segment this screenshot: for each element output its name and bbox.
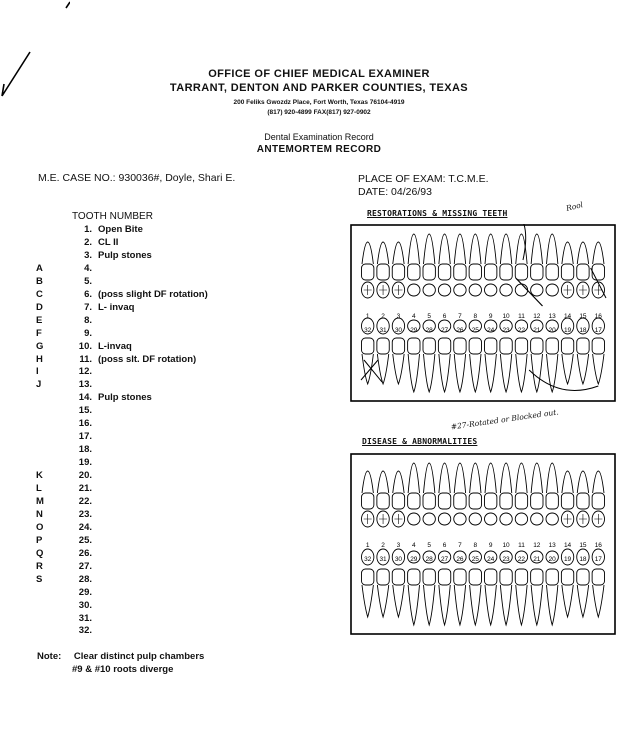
primary-tooth-letter: H [36, 353, 43, 365]
upper-tooth-occlusal [469, 513, 481, 525]
upper-tooth-number: 13 [548, 313, 556, 320]
tooth-number: 27. [78, 560, 92, 572]
lower-tooth-crown [408, 338, 420, 354]
upper-tooth-occlusal [408, 284, 420, 296]
upper-tooth-crown [423, 264, 435, 280]
upper-tooth-occlusal [469, 284, 481, 296]
chart-frame [351, 454, 615, 634]
upper-tooth-occlusal [423, 513, 435, 525]
upper-tooth-crown [577, 493, 589, 509]
tooth-number: 30. [78, 599, 92, 611]
lower-tooth-number: 23 [502, 327, 510, 334]
tooth-note: L-invaq [98, 340, 132, 352]
primary-tooth-letter: G [36, 340, 44, 352]
chart-frame [351, 225, 615, 401]
office-title: OFFICE OF CHIEF MEDICAL EXAMINER [208, 68, 430, 80]
upper-tooth-crown [485, 264, 497, 280]
lower-tooth-number: 25 [471, 556, 479, 563]
upper-tooth-number: 8 [473, 542, 478, 549]
upper-tooth-crown [423, 493, 435, 509]
upper-tooth-number: 14 [563, 313, 572, 320]
upper-tooth-crown [362, 493, 374, 509]
upper-tooth-number: 7 [458, 542, 462, 549]
upper-tooth-crown [392, 264, 404, 280]
tooth-number: 16. [78, 418, 92, 430]
lower-tooth-crown [408, 569, 420, 585]
tooth-number: 9. [84, 327, 92, 339]
lower-tooth-crown [577, 569, 589, 585]
upper-tooth-number: 12 [533, 313, 541, 320]
lower-tooth-crown [438, 569, 450, 585]
office-phone: (817) 920-4899 FAX(817) 927-0902 [267, 109, 371, 116]
upper-tooth-number: 2 [381, 542, 385, 549]
lower-tooth-crown [531, 569, 543, 585]
lower-tooth-number: 25 [471, 327, 479, 334]
upper-tooth-occlusal [546, 513, 558, 525]
upper-tooth-occlusal [531, 513, 543, 525]
tooth-number-heading: TOOTH NUMBER [72, 211, 153, 222]
counties-title: TARRANT, DENTON AND PARKER COUNTIES, TEXAS [169, 82, 469, 94]
tooth-number: 13. [78, 379, 92, 391]
upper-tooth-number: 2 [381, 313, 385, 320]
lower-tooth-number: 26 [456, 327, 464, 334]
lower-tooth-crown [392, 569, 404, 585]
upper-tooth-crown [577, 264, 589, 280]
tooth-note: (poss slt. DF rotation) [98, 353, 197, 365]
upper-tooth-occlusal [485, 513, 497, 525]
upper-tooth-crown [454, 493, 466, 509]
tooth-number: 8. [84, 314, 92, 326]
upper-tooth-number: 14 [563, 542, 572, 549]
upper-tooth-crown [515, 493, 527, 509]
tooth-number: 19. [78, 457, 92, 469]
lower-tooth-crown [454, 338, 466, 354]
upper-tooth-number: 10 [502, 313, 510, 320]
upper-tooth-number: 3 [396, 542, 401, 549]
upper-tooth-number: 10 [502, 542, 510, 549]
primary-tooth-letter: L [36, 483, 42, 494]
primary-tooth-letter: F [36, 327, 42, 339]
upper-tooth-occlusal [531, 284, 543, 296]
upper-tooth-crown [592, 493, 604, 509]
primary-tooth-letter: J [36, 379, 42, 391]
tooth-number: 6. [84, 288, 92, 300]
place-of-exam: PLACE OF EXAM: T.C.M.E. [358, 173, 489, 185]
lower-tooth-number: 21 [533, 556, 541, 563]
upper-tooth-crown [561, 264, 573, 280]
upper-tooth-number: 1 [365, 313, 370, 320]
lower-tooth-crown [485, 569, 497, 585]
upper-tooth-number: 12 [533, 542, 541, 549]
lower-tooth-crown [392, 338, 404, 354]
primary-tooth-letter: R [36, 560, 43, 572]
upper-tooth-crown [561, 493, 573, 509]
upper-tooth-crown [438, 493, 450, 509]
upper-tooth-occlusal [500, 513, 512, 525]
lower-tooth-crown [515, 569, 527, 585]
upper-tooth-crown [469, 493, 481, 509]
upper-tooth-number: 9 [488, 542, 493, 549]
upper-tooth-occlusal [454, 284, 466, 296]
upper-tooth-number: 15 [579, 313, 587, 320]
upper-tooth-crown [469, 264, 481, 280]
office-address: 200 Feliks Gwozdz Place, Fort Worth, Texas 76104-4919 [233, 99, 405, 106]
lower-tooth-crown [362, 569, 374, 585]
lower-tooth-crown [469, 569, 481, 585]
tooth-number: 20. [78, 470, 92, 482]
restorations-chart [350, 224, 616, 402]
lower-tooth-number: 17 [594, 556, 602, 563]
lower-tooth-crown [515, 338, 527, 354]
upper-tooth-occlusal [515, 284, 527, 296]
upper-tooth-number: 8 [473, 313, 478, 320]
tooth-number: 11. [79, 353, 92, 365]
primary-tooth-letter: N [36, 508, 43, 520]
tooth-number: 12. [78, 366, 92, 378]
lower-tooth-number: 20 [548, 556, 556, 563]
lower-tooth-crown [500, 569, 512, 585]
upper-tooth-crown [546, 264, 558, 280]
lower-tooth-number: 27 [440, 556, 449, 563]
note-text-1: Clear distinct pulp chambers [73, 651, 205, 662]
upper-tooth-number: 1 [365, 542, 370, 549]
upper-tooth-number: 7 [458, 313, 462, 320]
tooth-note: Pulp stones [98, 249, 152, 261]
lower-tooth-number: 20 [548, 327, 556, 334]
upper-tooth-number: 15 [579, 542, 587, 549]
upper-tooth-number: 4 [412, 313, 416, 320]
lower-tooth-number: 28 [425, 556, 433, 563]
upper-tooth-occlusal [515, 513, 527, 525]
tooth-number: 18. [78, 444, 92, 456]
upper-tooth-occlusal [438, 284, 450, 296]
tooth-number: 5. [84, 275, 92, 287]
lower-tooth-crown [546, 338, 558, 354]
tooth-note: Open Bite [98, 224, 143, 235]
lower-tooth-number: 19 [563, 327, 572, 334]
tooth-number: 24. [78, 521, 92, 533]
lower-tooth-number: 26 [456, 556, 464, 563]
tooth-note: Pulp stones [98, 392, 152, 404]
tooth-note: L- invaq [98, 301, 135, 313]
upper-tooth-crown [531, 264, 543, 280]
upper-tooth-crown [531, 493, 543, 509]
primary-tooth-letter: E [36, 314, 43, 326]
lower-tooth-number: 18 [579, 327, 587, 334]
lower-tooth-crown [577, 338, 589, 354]
upper-tooth-number: 16 [594, 542, 602, 549]
lower-tooth-crown [592, 569, 604, 585]
upper-tooth-number: 5 [427, 542, 431, 549]
upper-tooth-number: 16 [594, 313, 602, 320]
primary-tooth-letter: A [36, 262, 43, 274]
tooth-note: CL II [98, 236, 119, 248]
primary-tooth-letter: M [36, 495, 44, 507]
lower-tooth-number: 29 [410, 556, 418, 563]
lower-tooth-number: 24 [487, 556, 495, 563]
lower-tooth-number: 22 [517, 556, 526, 563]
upper-tooth-occlusal [408, 513, 420, 525]
upper-tooth-number: 4 [412, 542, 416, 549]
lower-tooth-crown [362, 338, 374, 354]
upper-tooth-crown [592, 264, 604, 280]
lower-tooth-number: 24 [487, 327, 495, 334]
upper-tooth-number: 9 [488, 313, 493, 320]
lower-tooth-number: 32 [364, 327, 372, 334]
lower-tooth-crown [423, 569, 435, 585]
lower-tooth-number: 31 [379, 556, 387, 563]
upper-tooth-crown [546, 493, 558, 509]
upper-tooth-crown [438, 264, 450, 280]
note-label: Note: [37, 651, 62, 662]
lower-tooth-crown [377, 569, 389, 585]
upper-tooth-crown [408, 264, 420, 280]
handwritten-note-top: Rool [565, 200, 584, 213]
lower-tooth-number: 17 [594, 327, 602, 334]
record-type: ANTEMORTEM RECORD [256, 144, 382, 155]
tooth-number: 15. [78, 405, 92, 417]
lower-tooth-number: 23 [502, 556, 510, 563]
tooth-number: 29. [78, 586, 92, 598]
lower-tooth-crown [561, 569, 573, 585]
upper-tooth-crown [377, 264, 389, 280]
tooth-number: 14. [78, 392, 92, 404]
upper-tooth-occlusal [500, 284, 512, 296]
tooth-number: 17. [78, 431, 92, 443]
primary-tooth-letter: I [36, 366, 39, 378]
tooth-number: 10. [78, 340, 92, 352]
tooth-number: 4. [84, 262, 92, 274]
lower-tooth-crown [469, 338, 481, 354]
primary-tooth-letter: P [36, 534, 43, 546]
lower-tooth-crown [377, 338, 389, 354]
primary-tooth-letter: D [36, 301, 43, 313]
lower-tooth-number: 29 [410, 327, 418, 334]
tooth-note: (poss slight DF rotation) [98, 288, 208, 300]
lower-tooth-number: 18 [579, 556, 587, 563]
handwritten-note-bottom: #27-Rotated or Blocked out. [450, 407, 560, 432]
tooth-number: 25. [78, 534, 92, 546]
lower-tooth-crown [423, 338, 435, 354]
tooth-number: 28. [78, 573, 92, 585]
upper-tooth-occlusal [454, 513, 466, 525]
tooth-number: 7. [84, 301, 92, 313]
upper-tooth-number: 6 [442, 542, 447, 549]
lower-tooth-crown [454, 569, 466, 585]
note-line-1 [37, 651, 204, 662]
upper-tooth-occlusal [546, 284, 558, 296]
lower-tooth-number: 28 [425, 327, 433, 334]
tooth-number: 3. [84, 249, 92, 261]
upper-tooth-crown [408, 493, 420, 509]
upper-tooth-crown [500, 264, 512, 280]
lower-tooth-crown [438, 338, 450, 354]
upper-tooth-crown [362, 264, 374, 280]
lower-tooth-number: 32 [364, 556, 372, 563]
upper-tooth-number: 11 [518, 542, 525, 549]
primary-tooth-letter: C [36, 288, 43, 300]
primary-tooth-letter: K [36, 470, 43, 482]
tooth-number: 22. [78, 495, 92, 507]
upper-tooth-crown [515, 264, 527, 280]
upper-tooth-crown [485, 493, 497, 509]
case-number: M.E. CASE NO.: 930036#, Doyle, Shari E. [38, 172, 236, 184]
lower-tooth-crown [561, 338, 573, 354]
upper-tooth-number: 11 [518, 313, 525, 320]
tooth-number: 23. [78, 508, 92, 520]
primary-tooth-letter: Q [36, 547, 44, 559]
lower-tooth-crown [500, 338, 512, 354]
tooth-number: 32. [78, 625, 92, 637]
upper-tooth-occlusal [423, 284, 435, 296]
lower-tooth-crown [485, 338, 497, 354]
lower-tooth-number: 27 [440, 327, 449, 334]
tooth-number: 31. [78, 612, 92, 624]
lower-tooth-crown [546, 569, 558, 585]
note-line-2: #9 & #10 roots diverge [72, 664, 174, 675]
disease-chart [350, 453, 616, 635]
upper-tooth-number: 13 [548, 542, 556, 549]
upper-tooth-number: 6 [442, 313, 447, 320]
lower-tooth-number: 19 [563, 556, 572, 563]
lower-tooth-number: 30 [394, 556, 403, 563]
lower-tooth-number: 31 [379, 327, 387, 334]
upper-tooth-occlusal [438, 513, 450, 525]
record-title: Dental Examination Record [264, 132, 374, 142]
upper-tooth-crown [392, 493, 404, 509]
restorations-title: RESTORATIONS & MISSING TEETH [367, 209, 508, 218]
primary-tooth-letter: O [36, 521, 44, 533]
disease-title: DISEASE & ABNORMALITIES [362, 437, 478, 446]
lower-tooth-number: 21 [533, 327, 541, 334]
upper-tooth-number: 5 [427, 313, 431, 320]
exam-date: DATE: 04/26/93 [358, 186, 432, 198]
lower-tooth-number: 22 [517, 327, 526, 334]
lower-tooth-crown [531, 338, 543, 354]
tooth-number: 2. [84, 236, 92, 248]
upper-tooth-crown [500, 493, 512, 509]
upper-tooth-number: 3 [396, 313, 401, 320]
primary-tooth-letter: B [36, 275, 43, 287]
upper-tooth-crown [454, 264, 466, 280]
lower-tooth-crown [592, 338, 604, 354]
upper-tooth-crown [377, 493, 389, 509]
tooth-number: 26. [78, 547, 92, 559]
tooth-number: 1. [84, 224, 92, 235]
tooth-number: 21. [78, 483, 92, 494]
primary-tooth-letter: S [36, 573, 43, 585]
upper-tooth-occlusal [485, 284, 497, 296]
lower-tooth-number: 30 [394, 327, 403, 334]
